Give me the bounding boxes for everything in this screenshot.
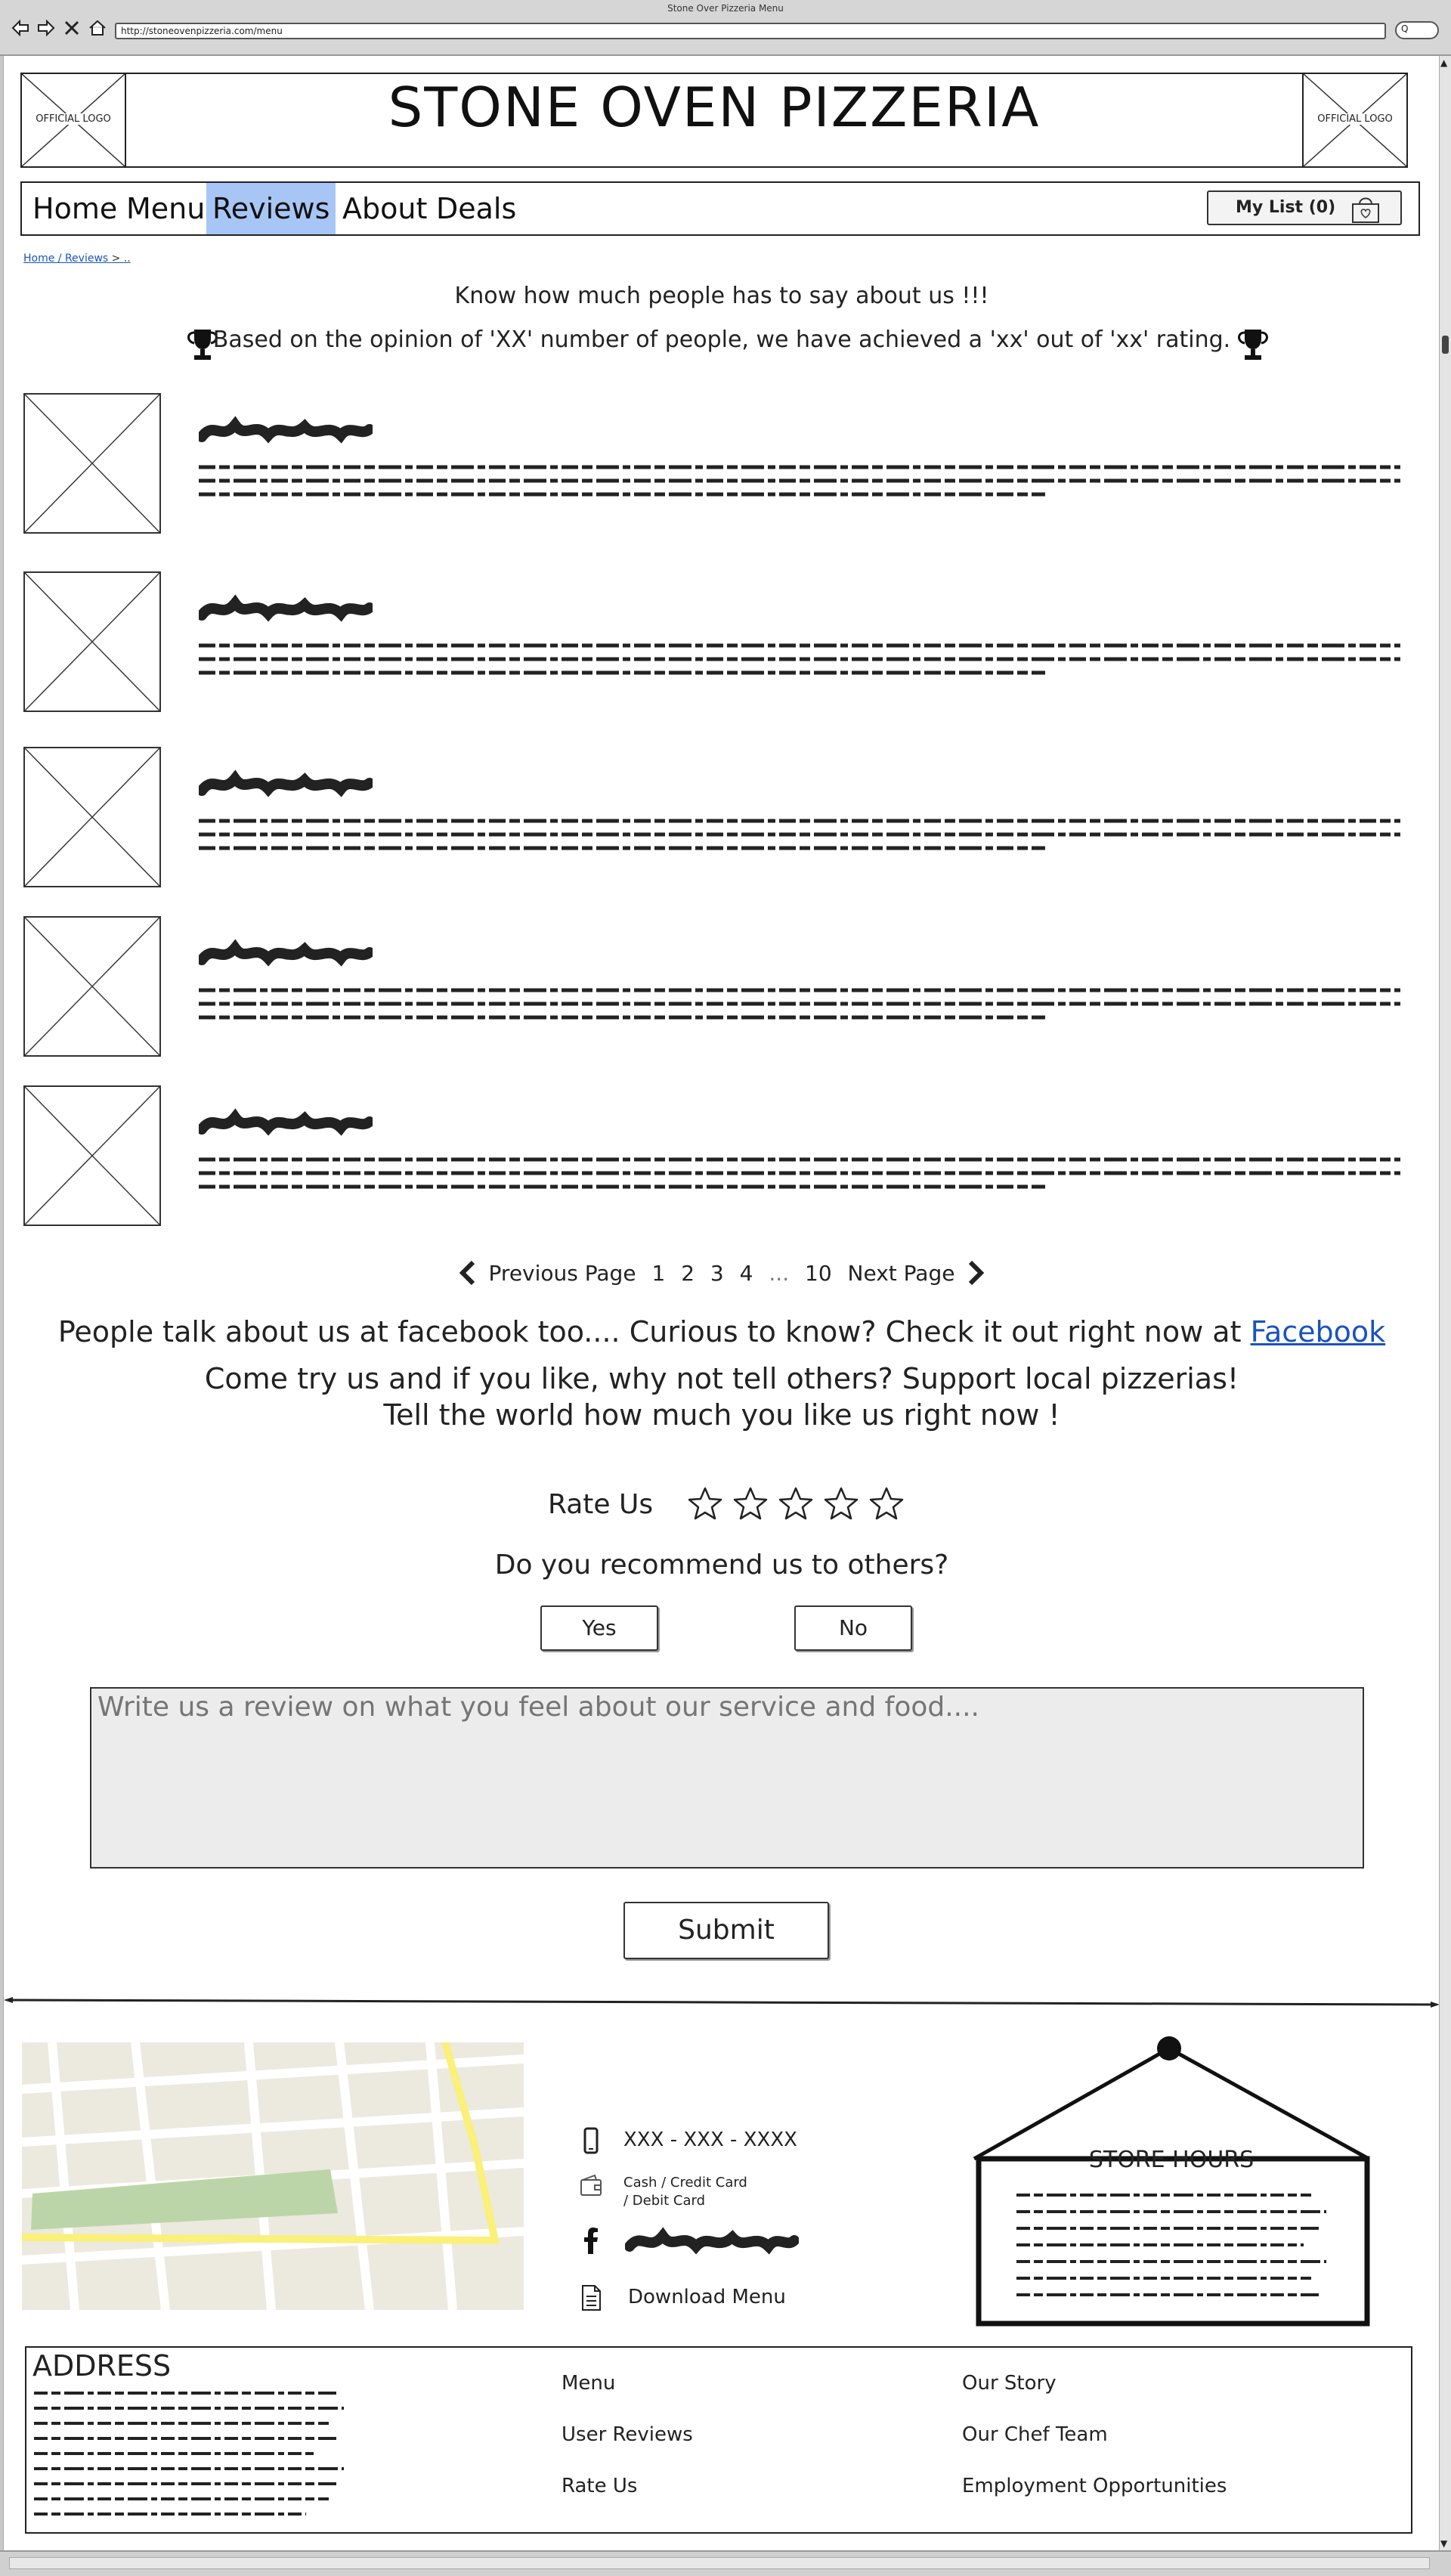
scrollbar-thumb[interactable] — [1442, 336, 1449, 354]
star-icon[interactable] — [823, 1486, 859, 1521]
rate-us-label: Rate Us — [548, 1489, 654, 1520]
nav-deals[interactable]: Deals — [436, 192, 517, 225]
reviewer-photo — [23, 393, 161, 534]
logo-right-label: OFFICIAL LOGO — [1304, 113, 1406, 125]
page-link[interactable]: 4 — [739, 1260, 753, 1286]
review-text-placeholder — [199, 463, 1400, 502]
home-icon[interactable] — [88, 18, 107, 38]
window-title: Stone Over Pizzeria Menu — [667, 3, 784, 14]
document-icon[interactable] — [580, 2284, 602, 2311]
logo-right[interactable] — [1302, 74, 1406, 166]
breadcrumb[interactable] — [23, 252, 131, 265]
rating-summary: Based on the opinion of 'XX' number of people, we have achieved a 'xx' out of 'xx' rating. — [212, 327, 1231, 353]
back-icon[interactable] — [11, 18, 30, 38]
review-item — [23, 747, 1422, 890]
reviewer-name-placeholder — [199, 414, 373, 447]
footer-link-employment[interactable]: Employment Opportunities — [962, 2475, 1227, 2497]
search-icon: Q — [1401, 23, 1409, 34]
nav-about[interactable]: About — [342, 192, 428, 225]
review-item — [23, 916, 1422, 1060]
no-button[interactable]: No — [794, 1605, 912, 1651]
footer-link-user-reviews[interactable]: User Reviews — [562, 2423, 693, 2446]
trophy-icon — [1234, 327, 1272, 363]
payment-line-1: Cash / Credit Card — [623, 2175, 747, 2191]
footer-link-rate-us[interactable]: Rate Us — [562, 2475, 638, 2497]
nav-reviews[interactable]: Reviews — [206, 183, 336, 234]
page-link[interactable]: 1 — [651, 1260, 666, 1286]
review-text-placeholder — [199, 641, 1400, 680]
my-list-label: My List (0) — [1236, 198, 1336, 217]
facebook-link[interactable]: Facebook — [1250, 1315, 1386, 1348]
browser-nav-buttons — [11, 18, 107, 38]
scrollbar-track[interactable] — [9, 2557, 1430, 2569]
site-header — [20, 73, 1408, 168]
facebook-prompt — [4, 1315, 1440, 1348]
yes-button[interactable]: Yes — [540, 1605, 658, 1651]
facebook-name-placeholder — [625, 2227, 799, 2257]
review-text-placeholder — [199, 816, 1400, 856]
url-bar[interactable]: http://stoneovenpizzeria.com/menu — [115, 23, 1386, 39]
chevron-right-icon[interactable] — [966, 1259, 987, 1286]
page-link[interactable]: 3 — [710, 1260, 724, 1286]
submit-button[interactable]: Submit — [623, 1902, 829, 1959]
location-map[interactable] — [22, 2042, 524, 2310]
breadcrumb-separator: > — [111, 252, 121, 265]
shopping-bag-icon — [1350, 195, 1381, 224]
facebook-icon[interactable] — [580, 2227, 602, 2254]
page-link[interactable]: 10 — [805, 1260, 832, 1286]
review-item — [23, 571, 1422, 715]
forward-icon[interactable] — [36, 18, 56, 38]
reviewer-photo — [23, 1085, 161, 1226]
footer-link-menu[interactable]: Menu — [562, 2372, 616, 2395]
scroll-up-icon[interactable]: ▲ — [1440, 57, 1448, 68]
stop-icon[interactable] — [62, 18, 82, 38]
site-title: STONE OVEN PIZZERIA — [388, 76, 1041, 139]
star-icon[interactable] — [868, 1486, 905, 1521]
reviewer-name-placeholder — [199, 1107, 373, 1140]
reviewer-photo — [23, 916, 161, 1057]
main-nav — [20, 181, 1420, 236]
review-text-placeholder — [199, 986, 1400, 1025]
review-item — [23, 1085, 1422, 1229]
section-divider — [4, 1997, 1440, 2008]
reviewer-photo — [23, 747, 161, 887]
address-title: ADDRESS — [32, 2349, 172, 2382]
address-text-placeholder — [34, 2389, 344, 2517]
payment-line-2: / Debit Card — [623, 2193, 706, 2209]
phone-icon — [580, 2127, 602, 2154]
nav-menu[interactable]: Menu — [126, 192, 206, 225]
support-prompt: Come try us and if you like, why not tell others? Support local pizzerias! — [204, 1362, 1239, 1395]
tell-world-prompt: Tell the world how much you like us right now ! — [383, 1398, 1060, 1432]
reviews-tagline: Know how much people has to say about us !!! — [454, 283, 989, 309]
star-icon[interactable] — [778, 1486, 814, 1521]
chevron-left-icon[interactable] — [456, 1259, 478, 1286]
previous-page-link[interactable]: Previous Page — [488, 1260, 636, 1286]
footer-link-our-story[interactable]: Our Story — [962, 2372, 1057, 2395]
reviewer-name-placeholder — [199, 593, 373, 626]
download-menu-link[interactable]: Download Menu — [628, 2286, 786, 2308]
phone-number[interactable]: XXX - XXX - XXXX — [623, 2129, 797, 2151]
vertical-scrollbar[interactable] — [1439, 56, 1451, 2550]
logo-left-label: OFFICIAL LOGO — [22, 113, 125, 125]
next-page-link[interactable]: Next Page — [847, 1260, 955, 1286]
review-item — [23, 393, 1422, 537]
page — [3, 56, 1439, 2550]
nav-home[interactable]: Home — [32, 192, 118, 225]
horizontal-scrollbar[interactable] — [0, 2550, 1451, 2576]
reviewer-name-placeholder — [199, 937, 373, 971]
logo-left[interactable] — [22, 74, 126, 166]
wallet-icon — [580, 2172, 602, 2200]
store-hours-title: STORE HOURS — [1088, 2147, 1255, 2173]
browser-chrome — [0, 0, 1451, 56]
reviewer-photo — [23, 571, 161, 712]
page-ellipsis: ... — [769, 1260, 790, 1286]
review-textarea[interactable] — [90, 1687, 1364, 1869]
facebook-prompt-text: People talk about us at facebook too.... Curious to know? Check it out right now at — [57, 1315, 1242, 1348]
review-text-placeholder — [199, 1155, 1400, 1194]
breadcrumb-tail: .. — [123, 252, 131, 265]
browser-search[interactable] — [1395, 21, 1439, 39]
recommend-question: Do you recommend us to others? — [494, 1550, 949, 1581]
reviewer-name-placeholder — [199, 768, 373, 801]
star-icon[interactable] — [732, 1486, 769, 1521]
breadcrumb-path[interactable]: Home / Reviews — [23, 252, 109, 265]
store-hours-text-placeholder — [1016, 2189, 1334, 2310]
footer-link-chef-team[interactable]: Our Chef Team — [962, 2423, 1108, 2446]
scroll-down-icon[interactable]: ▼ — [1440, 2538, 1448, 2549]
pagination — [4, 1259, 1440, 1286]
my-list-button[interactable] — [1207, 190, 1402, 225]
star-icon[interactable] — [687, 1486, 723, 1521]
payment-methods — [623, 2174, 747, 2210]
page-link[interactable]: 2 — [681, 1260, 695, 1286]
